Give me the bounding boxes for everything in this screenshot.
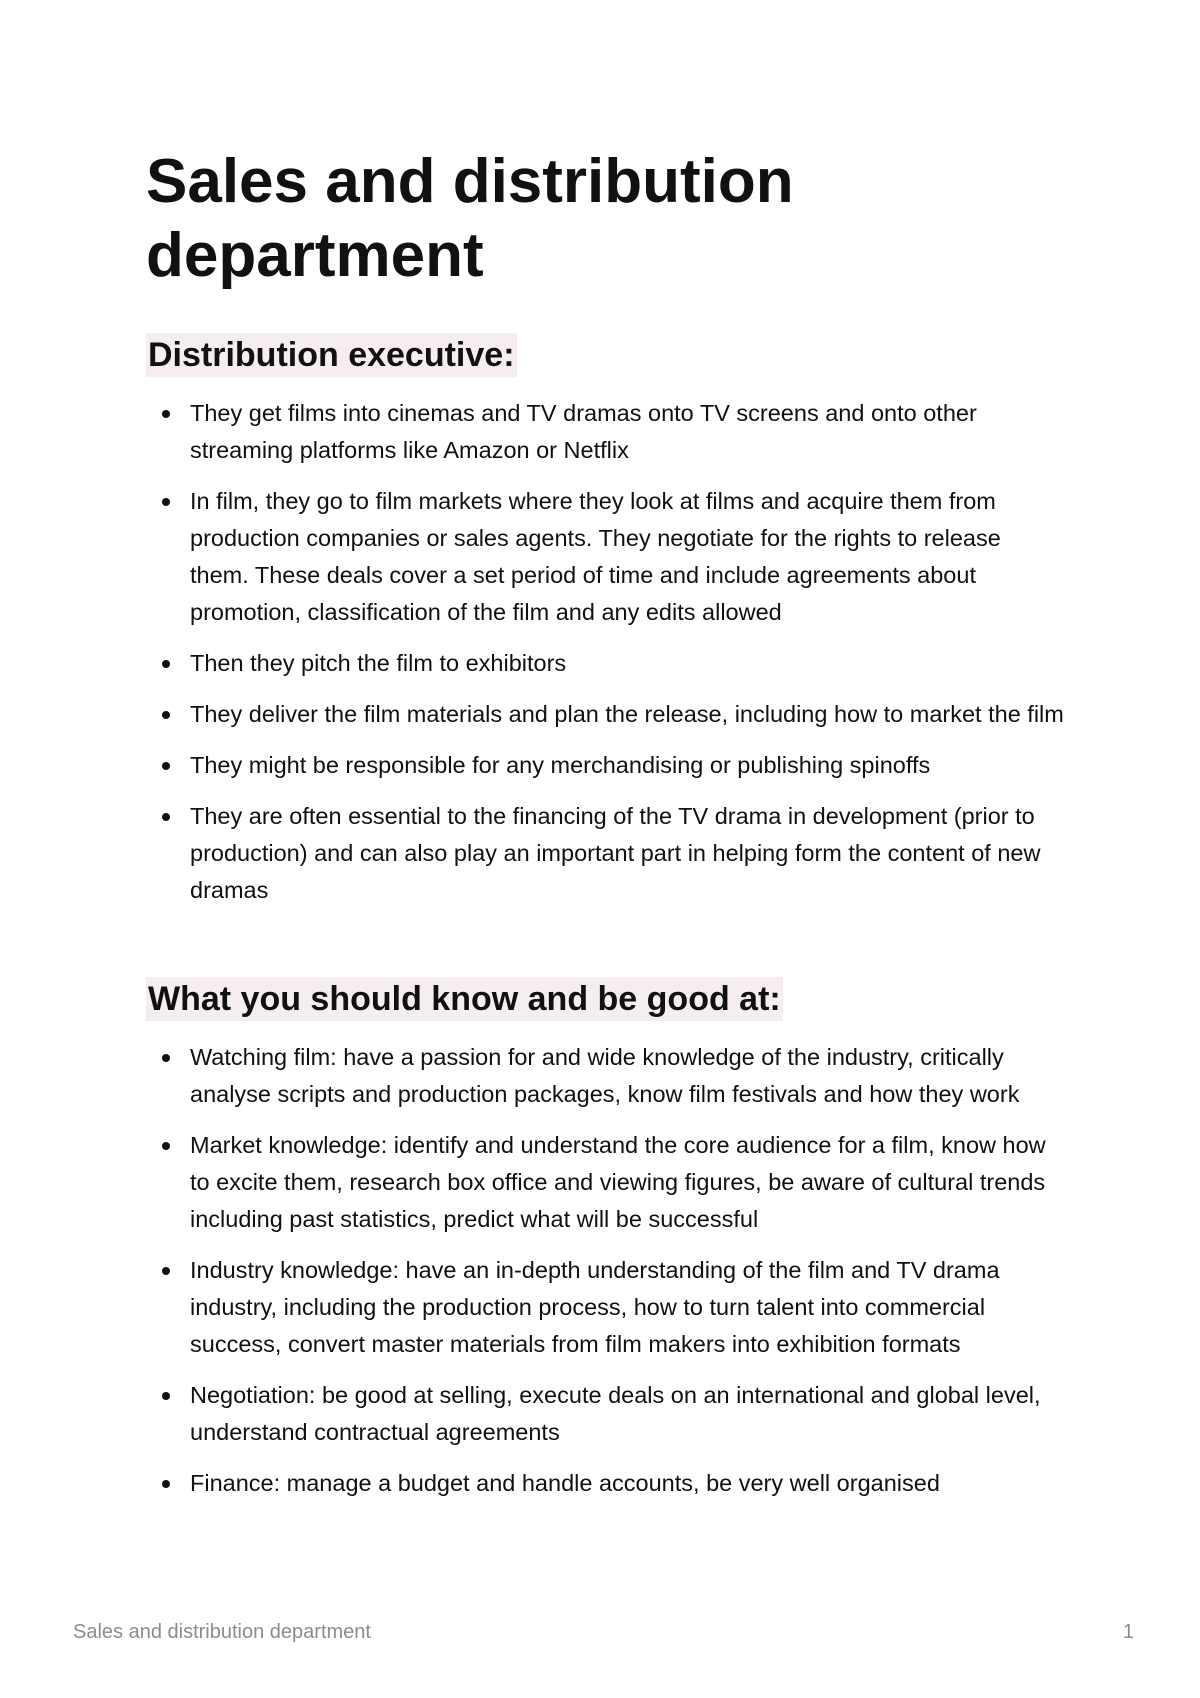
bullet-icon xyxy=(162,762,170,770)
section-skills xyxy=(146,977,1066,1502)
list-item xyxy=(146,696,1066,733)
list-item xyxy=(146,1039,1066,1113)
list-item-text: They might be responsible for any merchandising or publishing spinoffs xyxy=(190,752,931,778)
list-item-text: They are often essential to the financing of the TV drama in development (prior to production) and can also play an important part in helping form the content of new dramas xyxy=(190,803,1041,903)
list-item-text: Finance: manage a budget and handle accounts, be very well organised xyxy=(190,1470,940,1496)
bullet-icon xyxy=(162,1480,170,1488)
section-distribution-executive xyxy=(146,333,1066,909)
list-item xyxy=(146,1377,1066,1451)
bullet-icon xyxy=(162,1054,170,1062)
list-item-text: Market knowledge: identify and understand the core audience for a film, know how to excite them, research box office and viewing figures, be aware of cultural trends including past statistics, predict what will be successful xyxy=(190,1132,1046,1232)
bullet-icon xyxy=(162,711,170,719)
bullet-icon xyxy=(162,498,170,506)
list-item xyxy=(146,747,1066,784)
bullet-icon xyxy=(162,660,170,668)
bullet-icon xyxy=(162,1392,170,1400)
bullet-icon xyxy=(162,1142,170,1150)
bullet-icon xyxy=(162,1267,170,1275)
list-item-text: They deliver the film materials and plan the release, including how to market the film xyxy=(190,701,1064,727)
list-item-text: Negotiation: be good at selling, execute deals on an international and global level, understand contractual agreements xyxy=(190,1382,1041,1445)
list-item-text: Then they pitch the film to exhibitors xyxy=(190,650,567,676)
list-item xyxy=(146,1465,1066,1502)
list-item-text: Watching film: have a passion for and wide knowledge of the industry, critically analyse scripts and production packages, know film festivals and how they work xyxy=(190,1044,1020,1107)
page-number: 1 xyxy=(1122,1621,1134,1643)
bullet-icon xyxy=(162,410,170,418)
list-item xyxy=(146,1252,1066,1363)
bullet-list xyxy=(146,1039,1066,1502)
list-item-text: They get films into cinemas and TV dramas onto TV screens and onto other streaming platforms like Amazon or Netflix xyxy=(190,400,977,463)
section-heading: What you should know and be good at: xyxy=(146,977,783,1021)
list-item xyxy=(146,645,1066,682)
list-item xyxy=(146,798,1066,909)
list-item xyxy=(146,1127,1066,1238)
section-heading: Distribution executive: xyxy=(146,333,517,377)
bullet-icon xyxy=(162,813,170,821)
document-content xyxy=(146,145,1066,1516)
list-item-text: Industry knowledge: have an in-depth understanding of the film and TV drama industry, including the production process, how to turn talent into commercial success, convert master materials from film makers into exhibition formats xyxy=(190,1257,1000,1357)
list-item xyxy=(146,483,1066,631)
footer-title: Sales and distribution department xyxy=(73,1621,371,1643)
bullet-list xyxy=(146,395,1066,909)
document-title: Sales and distribution department xyxy=(146,147,794,290)
list-item xyxy=(146,395,1066,469)
list-item-text: In film, they go to film markets where they look at films and acquire them from production companies or sales agents. They negotiate for the rights to release them. These deals cover a set period of time and include agreements about promotion, classification of the film and any edits allowed xyxy=(190,488,1001,625)
